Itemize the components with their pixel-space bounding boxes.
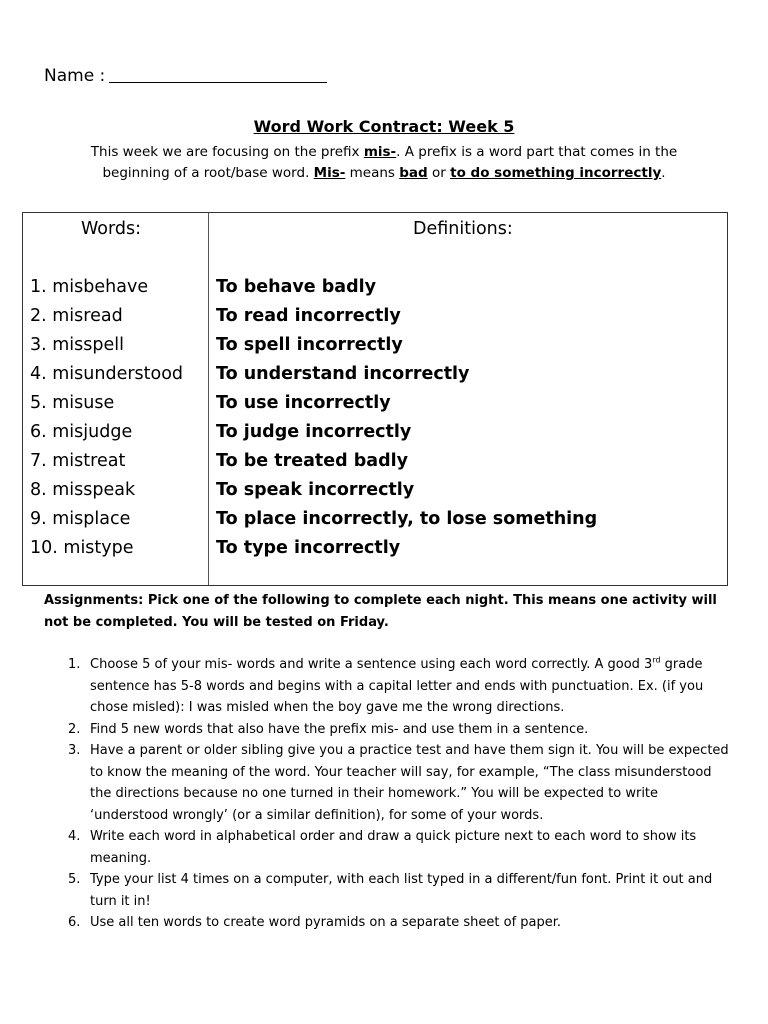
word-item: 1. misbehave bbox=[30, 277, 149, 297]
assignment-number: 1. bbox=[68, 657, 81, 672]
assignment-number: 5. bbox=[68, 872, 81, 887]
assignment-text: Find 5 new words that also have the prefix mis- and use them in a sentence. bbox=[90, 721, 589, 737]
assignment-item bbox=[60, 654, 732, 719]
definition-item: To type incorrectly bbox=[216, 538, 401, 558]
word-item: 2. misread bbox=[30, 306, 123, 326]
definition-item: To spell incorrectly bbox=[216, 335, 403, 355]
word-item: 6. misjudge bbox=[30, 422, 133, 442]
intro-prefix: mis- bbox=[363, 144, 397, 160]
page-title: Word Work Contract: Week 5 bbox=[253, 117, 515, 136]
intro-text-3: means bbox=[345, 165, 400, 181]
name-label: Name : bbox=[44, 66, 106, 86]
assignment-text: Use all ten words to create word pyramids on a separate sheet of paper. bbox=[90, 915, 562, 930]
word-item: 5. misuse bbox=[30, 393, 115, 413]
word-item: 4. misunderstood bbox=[30, 364, 184, 384]
words-header: Words: bbox=[81, 219, 141, 239]
assignment-text: Type your list 4 times on a computer, with each list typed in a different/fun font. Print it out and turn it in! bbox=[90, 872, 713, 909]
ordinal-suffix: rd bbox=[652, 655, 661, 665]
definition-item: To judge incorrectly bbox=[216, 422, 412, 442]
definition-item: To read incorrectly bbox=[216, 306, 401, 326]
assignment-text: Choose 5 of your mis- words and write a sentence using each word correctly. A good 3 bbox=[90, 657, 653, 672]
assignment-text: Have a parent or older sibling give you a practice test and have them sign it. You will be expected to know the meaning of the word. Your teacher will say, for example, “The class misunderstood the directions because no one turned in their homework.” You will be expected to write ‘understood wrongly’ (or a similar definition), for some of your words. bbox=[90, 743, 729, 823]
word-item: 8. misspeak bbox=[30, 480, 136, 500]
assignment-number: 6. bbox=[68, 915, 81, 930]
assignment-item bbox=[60, 719, 732, 741]
assignment-number: 3. bbox=[68, 743, 81, 758]
word-item: 3. misspell bbox=[30, 335, 125, 355]
assignment-item bbox=[60, 826, 732, 869]
intro-text-1: This week we are focusing on the prefix bbox=[90, 144, 364, 160]
word-item: 7. mistreat bbox=[30, 451, 126, 471]
intro-bad: bad bbox=[399, 165, 428, 181]
word-list bbox=[30, 273, 183, 563]
definition-item: To behave badly bbox=[216, 277, 377, 297]
intro-text-5: . bbox=[661, 165, 666, 181]
intro-mis: Mis- bbox=[313, 165, 346, 181]
definition-item: To place incorrectly, to lose something bbox=[216, 509, 598, 529]
assignment-number: 4. bbox=[68, 829, 81, 844]
intro-incorrect: to do something incorrectly bbox=[450, 165, 662, 181]
definition-item: To be treated badly bbox=[216, 451, 409, 471]
intro-text-4: or bbox=[427, 165, 451, 181]
assignment-item bbox=[60, 912, 732, 934]
word-item: 10. mistype bbox=[30, 538, 134, 558]
word-definition-table bbox=[22, 212, 728, 586]
assignment-text: grade sentence has 5-8 words and begins with a capital letter and ends with punctuation. Ex. (if you chose misled): I was misled when the boy gave me the wrong directions. bbox=[90, 657, 704, 715]
name-field bbox=[44, 66, 327, 86]
name-blank-line[interactable] bbox=[109, 68, 327, 83]
assignments-intro: Assignments: Pick one of the following to complete each night. This means one activity will not be completed. You will be tested on Friday. bbox=[44, 593, 717, 630]
definition-item: To speak incorrectly bbox=[216, 480, 415, 500]
intro-paragraph bbox=[60, 142, 708, 184]
intro-text-2: . A prefix is a word part that comes in the beginning of a root/base word. bbox=[102, 144, 678, 181]
assignment-item bbox=[60, 740, 732, 826]
assignment-item bbox=[60, 869, 732, 912]
word-item: 9. misplace bbox=[30, 509, 131, 529]
definition-item: To understand incorrectly bbox=[216, 364, 470, 384]
assignment-number: 2. bbox=[68, 721, 81, 737]
assignment-text: Write each word in alphabetical order and draw a quick picture next to each word to show its meaning. bbox=[90, 829, 697, 866]
table-divider bbox=[208, 213, 209, 585]
definitions-header: Definitions: bbox=[413, 219, 513, 239]
definition-list bbox=[216, 273, 597, 563]
assignment-list bbox=[60, 654, 732, 934]
definition-item: To use incorrectly bbox=[216, 393, 391, 413]
